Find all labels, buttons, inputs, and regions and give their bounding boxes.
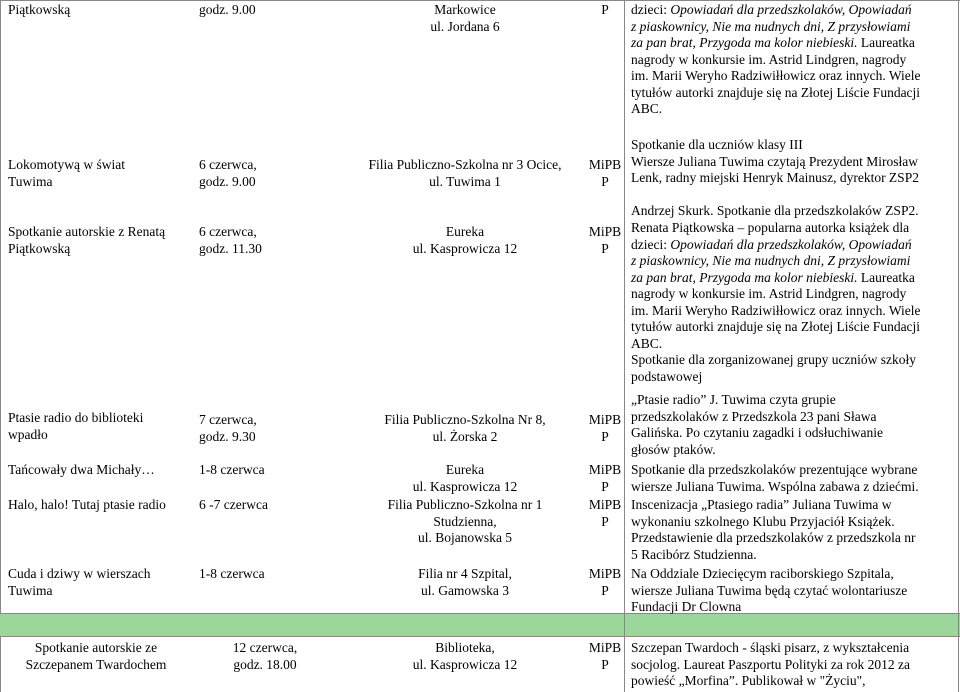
event-type: MiPB P	[588, 412, 622, 444]
table-border-band-bottom	[0, 636, 960, 637]
event-date: 6 czerwca, godz. 11.30	[199, 224, 262, 256]
event-title: Tańcowały dwa Michały…	[8, 462, 155, 477]
event-description: „Ptasie radio” J. Tuwima czyta grupie przedszkolaków z Przedszkola 23 pani Sława Galińska. Po czytaniu zagadki i odsłuchiwanie głosów ptaków.	[631, 392, 883, 457]
event-description: Spotkanie dla przedszkolaków prezentujące wybrane wiersze Juliana Tuwima. Wspólna zabawa z dziećmi.	[631, 462, 919, 494]
event-title: Spotkanie autorskie z Renatą Piątkowską	[8, 224, 166, 256]
event-title: Lokomotywą w świat Tuwima	[8, 157, 125, 189]
table-border-left-lower	[0, 636, 1, 692]
event-date: godz. 9.00	[199, 2, 256, 17]
event-type: MiPB P	[588, 157, 622, 189]
event-description: Na Oddziale Dziecięcym raciborskiego Szpitala, wiersze Juliana Tuwima będą czytać wolontariusze Fundacji Dr Clowna	[631, 566, 908, 614]
table-border-right	[958, 0, 959, 692]
event-date: 12 czerwca, godz. 18.00	[232, 640, 298, 672]
event-date: 1-8 czerwca	[199, 566, 265, 581]
event-type: MiPB P	[588, 224, 622, 256]
event-type: MiPB P	[588, 640, 622, 672]
event-place: Filia Publiczno-Szkolna nr 1 Studzienna, ul. Bojanowska 5	[387, 497, 543, 545]
event-description: Renata Piątkowska – popularna autorka książek dla dzieci: Opowiadań dla przedszkolaków, Opowiadań z piaskownicy, Nie ma nudnych dni, Z przysłowiami za pan brat, Przygoda ma kolor niebieski. Laureatka nagrody w konkursie im. Astrid Lindgren, nagrody im. Marii Weryho Radziwiłłowicz oraz innych. Wiele tytułów autorki znajduje się na Złotej Liście Fundacji ABC. Spotkanie dla zorganizowanej grupy uczniów szkoły podstawowej	[631, 220, 921, 384]
event-title: Ptasie radio do biblioteki wpadło	[8, 410, 144, 442]
event-title: Piątkowską	[8, 2, 71, 17]
event-place: Biblioteka, ul. Kasprowicza 12	[412, 640, 518, 672]
event-title: Halo, halo! Tutaj ptasie radio	[8, 497, 166, 512]
event-description: Inscenizacja „Ptasiego radia” Juliana Tuwima w wykonaniu szkolnego Klubu Przyjaciół Książek. Przedstawienie dla przedszkolaków z przedszkola nr 5 Racibórz Studzienna.	[631, 497, 916, 562]
event-type: MiPB P	[588, 566, 622, 598]
event-description: dzieci: Opowiadań dla przedszkolaków, Opowiadań z piaskownicy, Nie ma nudnych dni, Z przysłowiami za pan brat, Przygoda ma kolor niebieski. Laureatka nagrody w konkursie im. Astrid Lindgren, nagrody im. Marii Weryho Radziwiłłowicz oraz innych. Wiele tytułów autorki znajduje się na Złotej Liście Fundacji ABC.	[631, 2, 921, 116]
table-border-left	[0, 0, 1, 614]
event-place: Eureka ul. Kasprowicza 12	[412, 462, 518, 494]
event-date: 7 czerwca, godz. 9.30	[199, 412, 257, 444]
event-title: Cuda i dziwy w wierszach Tuwima	[8, 566, 151, 598]
event-description: Spotkanie dla uczniów klasy III Wiersze Juliana Tuwima czytają Prezydent Mirosław Lenk, radny miejski Henryk Mainusz, dyrektor ZSP2 Andrzej Skurk. Spotkanie dla przedszkolaków ZSP2.	[631, 137, 919, 218]
table-border-top	[0, 0, 960, 1]
event-place: Filia Publiczno-Szkolna nr 3 Ocice, ul. Tuwima 1	[368, 157, 562, 189]
event-place: Markowice ul. Jordana 6	[430, 2, 500, 34]
event-place: Filia nr 4 Szpital, ul. Gamowska 3	[418, 566, 512, 598]
event-type: MiPB P	[588, 497, 622, 529]
event-place: Eureka ul. Kasprowicza 12	[412, 224, 518, 256]
event-place: Filia Publiczno-Szkolna Nr 8, ul. Żorska 2	[384, 412, 546, 444]
event-description: Szczepan Twardoch - śląski pisarz, z wykształcenia socjolog. Laureat Paszportu Polityki za rok 2012 za powieść „Morfina”. Publikował w "Życiu",	[631, 640, 910, 688]
section-separator-band	[0, 614, 960, 636]
event-type: MiPB P	[588, 462, 622, 494]
event-type: P	[601, 2, 609, 17]
event-date: 6 -7 czerwca	[199, 497, 268, 512]
event-date: 6 czerwca, godz. 9.00	[199, 157, 257, 189]
event-title: Spotkanie autorskie ze Szczepanem Twardochem	[25, 640, 167, 672]
event-date: 1-8 czerwca	[199, 462, 265, 477]
